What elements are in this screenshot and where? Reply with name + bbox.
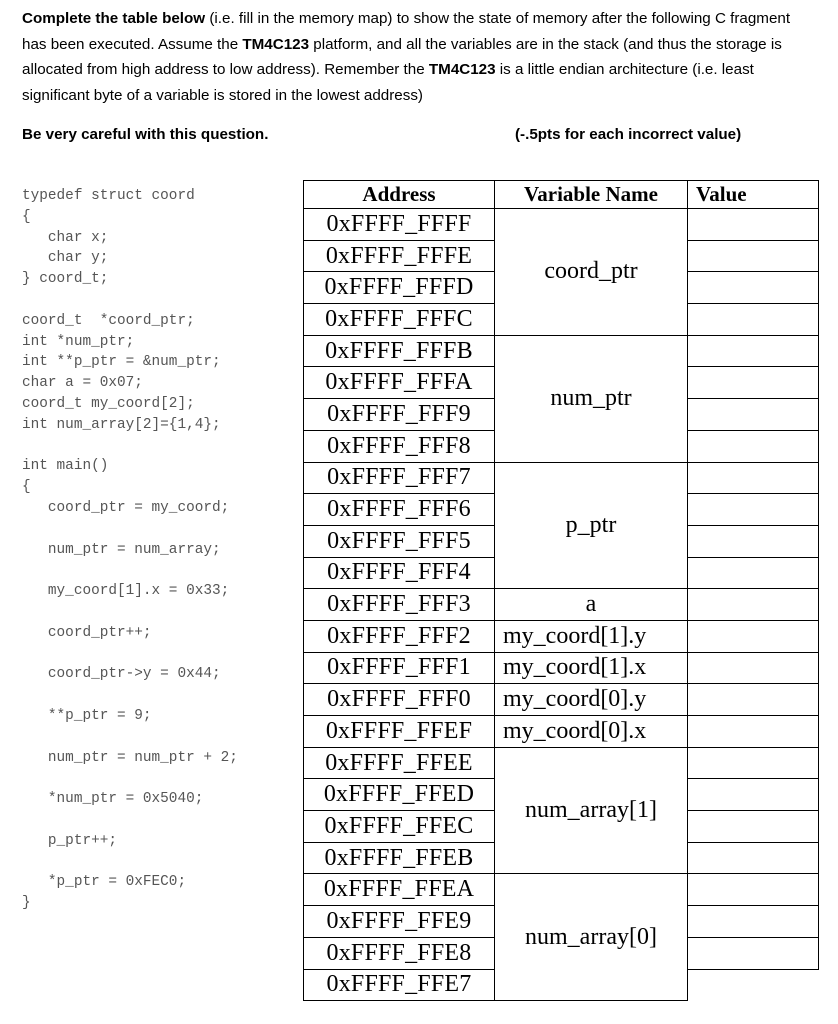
warning-text: Be very careful with this question. — [22, 126, 269, 143]
address-cell: 0xFFFF_FFFC — [304, 304, 495, 336]
value-cell — [688, 874, 819, 906]
table-row — [304, 589, 819, 621]
value-input[interactable] — [688, 245, 818, 269]
value-cell — [688, 842, 819, 874]
address-cell: 0xFFFF_FFEC — [304, 811, 495, 843]
code-line: my_coord[1].x = 0x33; — [22, 583, 230, 600]
value-input[interactable] — [688, 435, 818, 459]
value-input[interactable] — [688, 752, 818, 776]
code-line: coord_t my_coord[2]; — [22, 395, 195, 412]
value-cell — [688, 430, 819, 462]
value-cell — [688, 747, 819, 779]
value-cell — [688, 811, 819, 843]
value-input[interactable] — [688, 879, 818, 903]
code-listing — [22, 186, 238, 914]
variable-name-cell: coord_ptr — [495, 209, 688, 336]
table-row — [304, 874, 819, 906]
code-line: coord_t *coord_ptr; — [22, 312, 195, 329]
instructions — [22, 6, 812, 108]
address-cell: 0xFFFF_FFF5 — [304, 525, 495, 557]
address-cell: 0xFFFF_FFF0 — [304, 684, 495, 716]
table-row — [304, 462, 819, 494]
value-cell — [688, 684, 819, 716]
variable-name-cell: num_array[1] — [495, 747, 688, 874]
code-line — [22, 852, 238, 873]
code-line: char a = 0x07; — [22, 375, 143, 392]
code-line: coord_ptr = my_coord; — [22, 499, 230, 516]
value-input[interactable] — [688, 784, 818, 808]
variable-name-cell: num_array[0] — [495, 874, 688, 1001]
address-cell: 0xFFFF_FFEF — [304, 716, 495, 748]
instructions-text-3: is a little endian architecture (i.e. least significant byte of a variable is stored in the lowest address) — [22, 61, 754, 104]
table-row — [304, 747, 819, 779]
code-line — [22, 685, 238, 706]
value-cell — [688, 367, 819, 399]
address-cell: 0xFFFF_FFEA — [304, 874, 495, 906]
address-cell: 0xFFFF_FFFB — [304, 335, 495, 367]
value-cell — [688, 525, 819, 557]
platform-name: TM4C123 — [242, 35, 310, 53]
instructions-text: (i.e. fill in the memory map) to show the state of memory after the following C fragment has been executed. Assume the — [22, 10, 791, 53]
address-cell: 0xFFFF_FFF2 — [304, 620, 495, 652]
value-cell — [688, 304, 819, 336]
value-cell — [688, 557, 819, 589]
value-cell — [688, 779, 819, 811]
value-input[interactable] — [688, 910, 818, 934]
variable-name-cell: my_coord[1].x — [495, 652, 688, 684]
value-cell — [688, 906, 819, 938]
value-input[interactable] — [688, 403, 818, 427]
code-line: int **p_ptr = &num_ptr; — [22, 354, 221, 371]
code-line: char y; — [22, 250, 109, 267]
address-cell: 0xFFFF_FFF1 — [304, 652, 495, 684]
address-cell: 0xFFFF_FFF4 — [304, 557, 495, 589]
memory-map-table — [303, 180, 819, 1001]
value-cell — [688, 937, 819, 969]
value-cell — [688, 462, 819, 494]
table-row — [304, 652, 819, 684]
code-line: coord_ptr->y = 0x44; — [22, 666, 221, 683]
address-cell: 0xFFFF_FFFA — [304, 367, 495, 399]
variable-name-cell: num_ptr — [495, 335, 688, 462]
code-line — [22, 560, 238, 581]
value-input[interactable] — [688, 942, 818, 966]
code-line — [22, 602, 238, 623]
value-cell — [688, 620, 819, 652]
code-line: int *num_ptr; — [22, 333, 135, 350]
code-line: } coord_t; — [22, 271, 109, 288]
value-input[interactable] — [688, 657, 818, 681]
code-line — [22, 519, 238, 540]
code-line: p_ptr++; — [22, 832, 117, 849]
code-line: char x; — [22, 229, 109, 246]
code-line: { — [22, 208, 31, 225]
value-cell — [688, 589, 819, 621]
value-input[interactable] — [688, 308, 818, 332]
address-cell: 0xFFFF_FFE7 — [304, 969, 495, 1001]
variable-name-cell: my_coord[1].y — [495, 620, 688, 652]
platform-name-2: TM4C123 — [428, 61, 496, 78]
code-line — [22, 290, 238, 311]
value-input[interactable] — [688, 213, 818, 237]
code-line — [22, 644, 238, 665]
instructions-text-2: platform, and all the variables are in the stack (and thus the storage is allocated from high address to low address). Remember the — [22, 35, 782, 78]
value-input[interactable] — [688, 530, 818, 554]
code-line: num_ptr = num_ptr + 2; — [22, 749, 238, 766]
code-line: coord_ptr++; — [22, 624, 152, 641]
value-cell — [688, 399, 819, 431]
table-row — [304, 209, 819, 241]
address-cell: 0xFFFF_FFFE — [304, 240, 495, 272]
code-line: int main() — [22, 458, 109, 475]
address-cell: 0xFFFF_FFF3 — [304, 589, 495, 621]
value-column-header: Value — [688, 181, 819, 209]
code-line: { — [22, 479, 31, 496]
value-cell — [688, 494, 819, 526]
value-input[interactable] — [688, 625, 818, 649]
value-input[interactable] — [688, 689, 818, 713]
value-cell — [688, 209, 819, 241]
value-input[interactable] — [688, 467, 818, 491]
value-input[interactable] — [688, 277, 818, 301]
address-cell: 0xFFFF_FFF6 — [304, 494, 495, 526]
address-cell: 0xFFFF_FFF9 — [304, 399, 495, 431]
code-line — [22, 768, 238, 789]
table-row — [304, 716, 819, 748]
variable-name-cell: my_coord[0].y — [495, 684, 688, 716]
address-cell: 0xFFFF_FFE8 — [304, 937, 495, 969]
table-header-row — [304, 181, 819, 209]
table-row — [304, 684, 819, 716]
value-cell — [688, 240, 819, 272]
value-input[interactable] — [688, 499, 818, 523]
value-input[interactable] — [688, 847, 818, 871]
value-input[interactable] — [688, 815, 818, 839]
address-cell: 0xFFFF_FFFD — [304, 272, 495, 304]
code-line: *num_ptr = 0x5040; — [22, 791, 204, 808]
address-cell: 0xFFFF_FFFF — [304, 209, 495, 241]
variable-name-cell: a — [495, 589, 688, 621]
code-line: *p_ptr = 0xFEC0; — [22, 874, 187, 891]
value-cell — [688, 716, 819, 748]
address-cell: 0xFFFF_FFE9 — [304, 906, 495, 938]
code-line: **p_ptr = 9; — [22, 707, 152, 724]
variable-column-header: Variable Name — [495, 181, 688, 209]
code-line — [22, 436, 238, 457]
code-line: int num_array[2]={1,4}; — [22, 416, 221, 433]
value-cell — [688, 335, 819, 367]
value-cell — [688, 652, 819, 684]
value-input[interactable] — [688, 372, 818, 396]
address-cell: 0xFFFF_FFF8 — [304, 430, 495, 462]
address-cell: 0xFFFF_FFEB — [304, 842, 495, 874]
table-row — [304, 335, 819, 367]
value-input[interactable] — [688, 720, 818, 744]
code-line — [22, 810, 238, 831]
address-cell: 0xFFFF_FFEE — [304, 747, 495, 779]
code-line: typedef struct coord — [22, 188, 195, 204]
penalty-note: (-.5pts for each incorrect value) — [515, 126, 742, 143]
code-line: num_ptr = num_array; — [22, 541, 221, 558]
value-input[interactable] — [688, 562, 818, 586]
instructions-bold-lead: Complete the table below — [22, 10, 206, 27]
value-cell — [688, 272, 819, 304]
variable-name-cell: my_coord[0].x — [495, 716, 688, 748]
variable-name-cell: p_ptr — [495, 462, 688, 589]
address-cell: 0xFFFF_FFF7 — [304, 462, 495, 494]
value-input[interactable] — [688, 594, 818, 618]
value-input[interactable] — [688, 340, 818, 364]
code-line — [22, 727, 238, 748]
code-line: } — [22, 895, 31, 912]
address-column-header: Address — [304, 181, 495, 209]
address-cell: 0xFFFF_FFED — [304, 779, 495, 811]
table-row — [304, 620, 819, 652]
